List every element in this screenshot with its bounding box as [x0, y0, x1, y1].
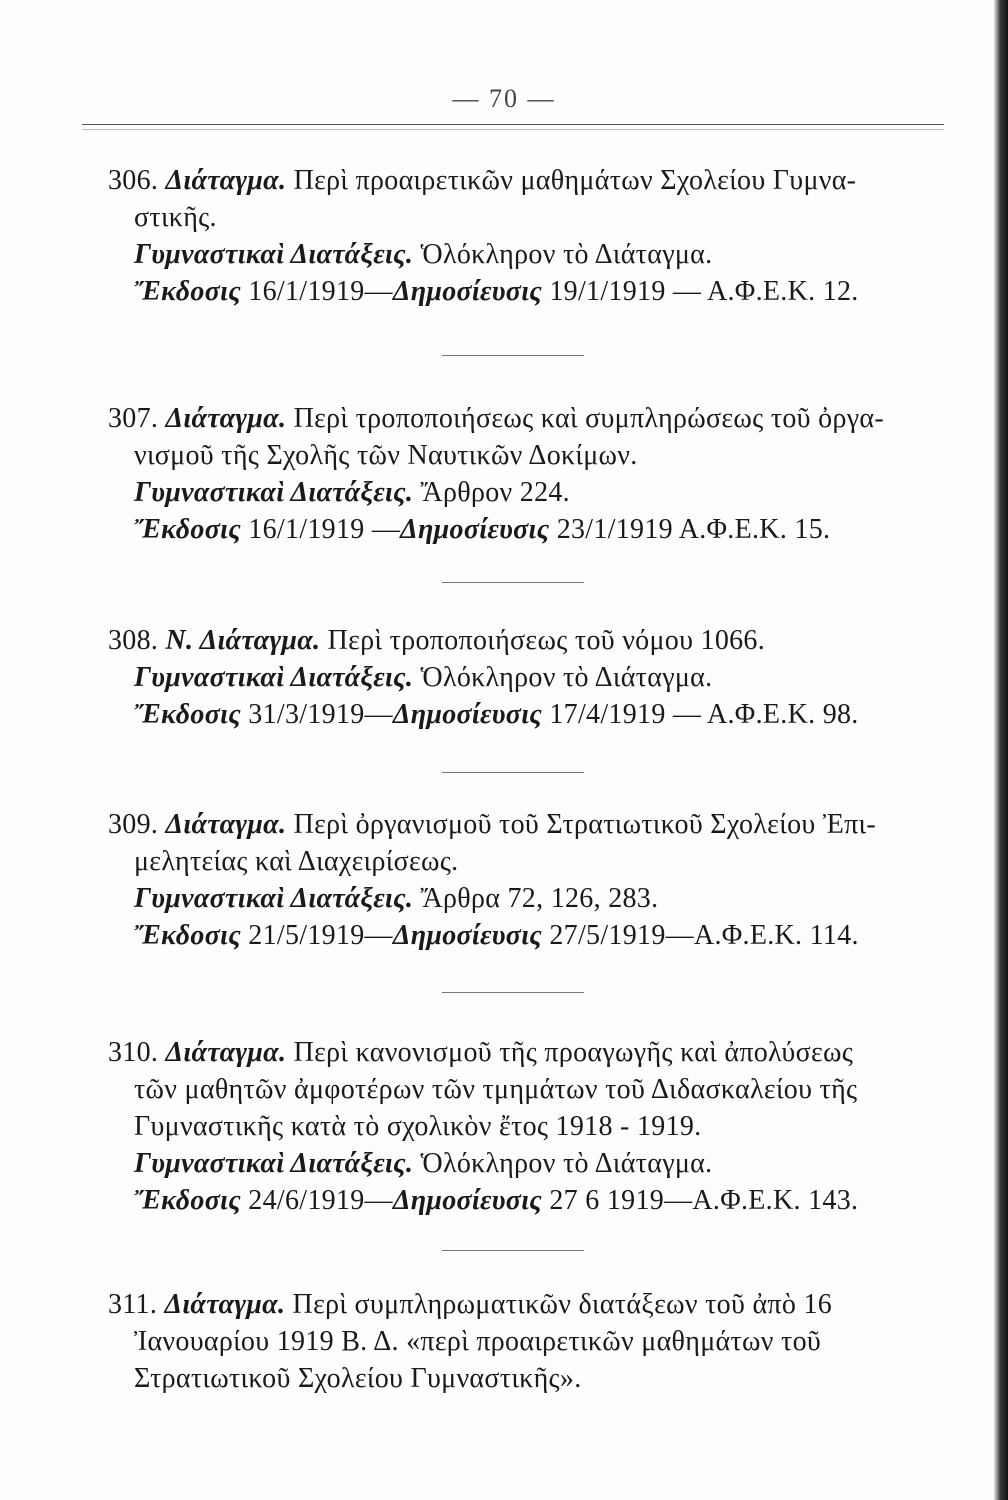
publication-value: 23/1/1919 Α.Φ.Ε.Κ. 15.	[549, 514, 831, 545]
entry-number: 309.	[108, 809, 159, 840]
entry-number: 306.	[108, 165, 159, 196]
issue-date: 16/1/1919 —	[240, 514, 401, 545]
gymnastic-provisions-label: Γυμναστικαὶ Διατάξεις.	[134, 477, 414, 508]
entry-separator	[442, 582, 584, 583]
entry-text-continued: νισμοῦ τῆς Σχολῆς τῶν Ναυτικῶν Δοκίμων.	[134, 440, 638, 471]
entry-title: Διάταγμα.	[164, 1289, 286, 1320]
entry-separator	[442, 992, 584, 993]
issue-date: 16/1/1919—	[240, 276, 393, 307]
entry-number: 310.	[108, 1037, 159, 1068]
gymnastic-provisions-label: Γυμναστικαὶ Διατάξεις.	[134, 883, 414, 914]
entry-310	[108, 1034, 948, 1219]
issue-line	[108, 917, 948, 954]
issue-label: Ἔκδοσις	[134, 514, 241, 545]
entry-text-continued: Στρατιωτικοῦ Σχολείου Γυμναστικῆς».	[134, 1363, 582, 1394]
entry-number: 311.	[108, 1289, 158, 1320]
entry-text: Περὶ τροποποιήσεως τοῦ νόμου 1066.	[320, 625, 766, 656]
gymnastic-provisions-value: Ὁλόκληρον τὸ Διάταγμα.	[413, 239, 713, 270]
publication-value: 17/4/1919 — Α.Φ.Ε.Κ. 98.	[542, 699, 859, 730]
entry-heading-line	[108, 400, 948, 437]
entry-311	[108, 1286, 948, 1397]
issue-label: Ἔκδοσις	[134, 920, 241, 951]
page-edge-shadow	[994, 0, 1008, 1500]
gymnastic-provisions-label: Γυμναστικαὶ Διατάξεις.	[134, 239, 414, 270]
entry-heading-line	[108, 622, 948, 659]
gymnastic-provisions-line	[108, 474, 948, 511]
gymnastic-provisions-line	[108, 1145, 948, 1182]
issue-label: Ἔκδοσις	[134, 699, 241, 730]
gymnastic-provisions-line	[108, 659, 948, 696]
entry-heading-line	[108, 1286, 948, 1323]
issue-line	[108, 511, 948, 548]
entry-text: Περὶ προαιρετικῶν μαθημάτων Σχολείου Γυμνα-	[286, 165, 857, 196]
entry-title: Διάταγμα.	[165, 809, 287, 840]
entry-number: 307.	[108, 403, 159, 434]
entry-308	[108, 622, 948, 733]
entry-text-continued: Γυμναστικῆς κατὰ τὸ σχολικὸν ἔτος 1918 - 1919.	[134, 1111, 702, 1142]
entry-text-continued: Ἰανουαρίου 1919 Β. Δ. «περὶ προαιρετικῶν μαθημάτων τοῦ	[134, 1326, 822, 1357]
entry-307	[108, 400, 948, 548]
entry-separator	[442, 772, 584, 773]
publication-label: Δημοσίευσις	[392, 1185, 543, 1216]
gymnastic-provisions-value: Ὁλόκληρον τὸ Διάταγμα.	[413, 1148, 713, 1179]
entry-text-continued: μελητείας καὶ Διαχειρίσεως.	[134, 846, 459, 877]
issue-line	[108, 273, 948, 310]
entry-306	[108, 162, 948, 310]
gymnastic-provisions-line	[108, 236, 948, 273]
publication-label: Δημοσίευσις	[392, 276, 543, 307]
entry-heading-line	[108, 806, 948, 843]
header-rule-secondary	[82, 129, 944, 130]
publication-label: Δημοσίευσις	[392, 699, 543, 730]
gymnastic-provisions-value: Ἄρθρον 224.	[413, 477, 570, 508]
entry-heading-line	[108, 1034, 948, 1071]
entry-separator	[442, 355, 584, 356]
issue-date: 31/3/1919—	[240, 699, 393, 730]
entry-309	[108, 806, 948, 954]
entry-text: Περὶ κανονισμοῦ τῆς προαγωγῆς καὶ ἀπολύσεως	[286, 1037, 854, 1068]
publication-value: 27 6 1919—Α.Φ.Ε.Κ. 143.	[542, 1185, 859, 1216]
gymnastic-provisions-label: Γυμναστικαὶ Διατάξεις.	[134, 1148, 414, 1179]
header-rule	[82, 124, 944, 125]
issue-line	[108, 696, 948, 733]
issue-date: 21/5/1919—	[240, 920, 393, 951]
entry-text: Περὶ ὀργανισμοῦ τοῦ Στρατιωτικοῦ Σχολείου Ἐπι-	[286, 809, 876, 840]
gymnastic-provisions-value: Ἄρθρα 72, 126, 283.	[413, 883, 659, 914]
entry-separator	[442, 1250, 584, 1251]
issue-label: Ἔκδοσις	[134, 1185, 241, 1216]
entry-title: Ν. Διάταγμα.	[165, 625, 321, 656]
issue-label: Ἔκδοσις	[134, 276, 241, 307]
entry-text: Περὶ τροποποιήσεως καὶ συμπληρώσεως τοῦ ὀργα-	[286, 403, 884, 434]
entry-title: Διάταγμα.	[165, 1037, 287, 1068]
gymnastic-provisions-line	[108, 880, 948, 917]
publication-label: Δημοσίευσις	[400, 514, 550, 545]
entry-title: Διάταγμα.	[165, 403, 287, 434]
publication-value: 27/5/1919—Α.Φ.Ε.Κ. 114.	[542, 920, 859, 951]
publication-label: Δημοσίευσις	[392, 920, 543, 951]
gymnastic-provisions-value: Ὁλόκληρον τὸ Διάταγμα.	[413, 662, 713, 693]
entry-text-continued: τῶν μαθητῶν ἀμφοτέρων τῶν τμημάτων τοῦ Διδασκαλείου τῆς	[134, 1074, 858, 1105]
entry-text: Περὶ συμπληρωματικῶν διατάξεων τοῦ ἀπὸ 16	[285, 1289, 833, 1320]
entry-heading-line	[108, 162, 948, 199]
publication-value: 19/1/1919 — Α.Φ.Ε.Κ. 12.	[542, 276, 859, 307]
entry-text-continued: στικῆς.	[134, 202, 217, 233]
issue-date: 24/6/1919—	[240, 1185, 393, 1216]
gymnastic-provisions-label: Γυμναστικαὶ Διατάξεις.	[134, 662, 414, 693]
page-number: — 70 —	[452, 84, 556, 113]
entry-title: Διάταγμα.	[165, 165, 287, 196]
entry-number: 308.	[108, 625, 159, 656]
issue-line	[108, 1182, 948, 1219]
